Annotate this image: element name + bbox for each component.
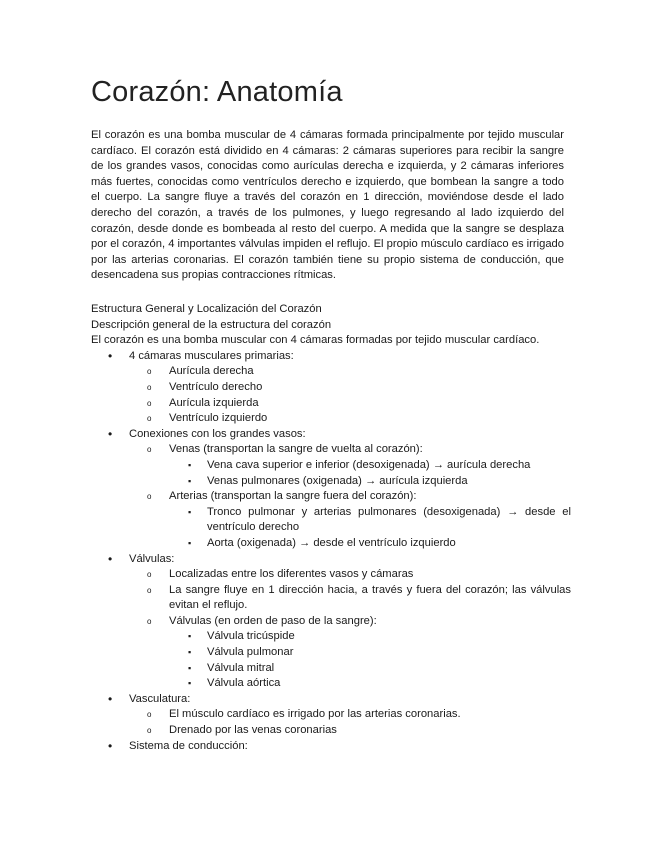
list-item: o Localizadas entre los diferentes vasos y cámaras <box>129 567 571 583</box>
list-item: o Ventrículo derecho <box>129 380 571 396</box>
list-item: o Aurícula derecha <box>129 364 571 380</box>
list-item: o Aurícula izquierda <box>129 396 571 412</box>
outline-list <box>91 349 571 754</box>
list-item: ▪ Válvula pulmonar <box>169 645 571 661</box>
list-item <box>129 614 571 692</box>
list-item <box>91 692 571 739</box>
section-heading: Estructura General y Localización del Corazón <box>91 303 322 315</box>
intro-paragraph: El corazón es una bomba muscular de 4 cámaras formada principalmente por tejido muscular cardíaco. El corazón está dividido en 4 cámaras: 2 cámaras superiores para recibir la sangre de los grandes vasos, conocidas como aurículas derecha e izquierda, y 2 cámaras inferiores más fuertes, conocidas como ventrículos derecho e izquierdo, que bombean la sangre a todo el cuerpo. La sangre fluye a través del corazón en 1 dirección, moviéndose desde el lado derecho del corazón, a través de los pulmones, y luego regresando al lado izquierdo del corazón, desde donde es bombeada al resto del cuerpo. A medida que la sangre se desplaza por el corazón, 4 importantes válvulas impiden el reflujo. El propio músculo cardíaco es irrigado por las arterias coronarias. El corazón también tiene su propio sistema de conducción, que desencadena sus propias contracciones rítmicas. <box>91 129 564 282</box>
list-item <box>91 739 571 755</box>
list-item: o La sangre fluye en 1 dirección hacia, a través y fuera del corazón; las válvulas evitan el reflujo. <box>129 583 571 614</box>
section-lead: El corazón es una bomba muscular con 4 cámaras formadas por tejido muscular cardíaco. <box>91 334 540 347</box>
list-item <box>91 552 571 692</box>
list-item: ▪ Vena cava superior e inferior (desoxigenada) → aurícula derecha <box>169 458 571 474</box>
list-item: ▪ Válvula mitral <box>169 661 571 677</box>
vessels-label: Conexiones con los grandes vasos: <box>129 427 306 440</box>
valve-order-label: Válvulas (en orden de paso de la sangre): <box>169 614 377 627</box>
page-title: Corazón: Anatomía <box>91 76 343 108</box>
list-item: o El músculo cardíaco es irrigado por las arterias coronarias. <box>129 707 571 723</box>
list-item: ▪ Aorta (oxigenada) → desde el ventrículo izquierdo <box>169 536 571 552</box>
section-subheading: Descripción general de la estructura del corazón <box>91 318 332 331</box>
list-item: ▪ Tronco pulmonar y arterias pulmonares (desoxigenada) → desde el ventrículo derecho <box>169 505 571 536</box>
list-item <box>129 442 571 489</box>
list-item: ▪ Válvula tricúspide <box>169 629 571 645</box>
list-item: o Ventrículo izquierdo <box>129 411 571 427</box>
structure-section <box>91 302 571 754</box>
list-item <box>129 489 571 551</box>
veins-label: Venas (transportan la sangre de vuelta al corazón): <box>169 443 423 456</box>
list-item: ▪ Venas pulmonares (oxigenada) → aurícula izquierda <box>169 474 571 490</box>
valves-label: Válvulas: <box>129 552 175 565</box>
arteries-label: Arterias (transportan la sangre fuera del corazón): <box>169 490 417 503</box>
vasculature-label: Vasculatura: <box>129 692 191 705</box>
list-item <box>91 427 571 552</box>
list-item: o Drenado por las venas coronarias <box>129 723 571 739</box>
conduction-label: Sistema de conducción: <box>129 739 248 752</box>
chambers-label: 4 cámaras musculares primarias: <box>129 349 294 362</box>
list-item <box>91 349 571 427</box>
list-item: ▪ Válvula aórtica <box>169 676 571 692</box>
